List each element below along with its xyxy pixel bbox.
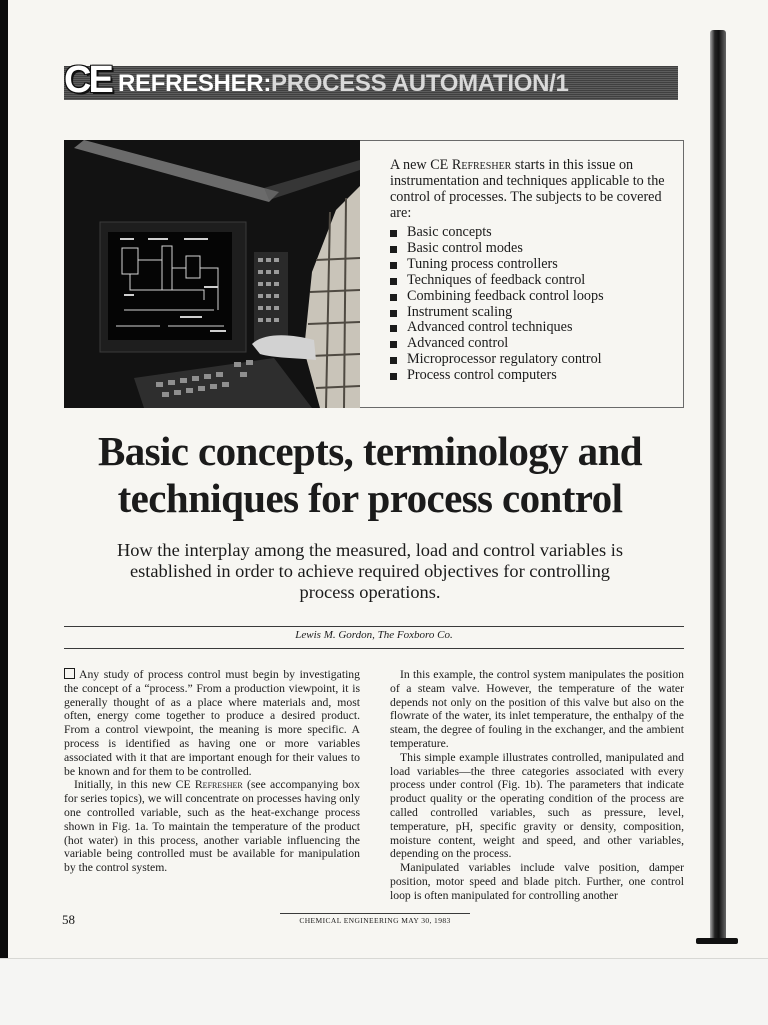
- article-title: [60, 428, 680, 522]
- scan-edge-left: [0, 0, 8, 1024]
- banner-label: REFRESHER:: [118, 70, 272, 97]
- binding-bar-foot: [696, 938, 738, 944]
- topic-item: [390, 257, 680, 273]
- checkbox-icon: [64, 668, 75, 679]
- series-intro: [390, 157, 680, 384]
- footer-rule: [280, 913, 470, 914]
- topic-label: Advanced control techniques: [407, 319, 573, 336]
- body-column-right: [390, 668, 684, 903]
- topic-label: Combining feedback control loops: [407, 287, 604, 304]
- author-byline: Lewis M. Gordon, The Foxboro Co.: [295, 629, 453, 641]
- series-banner: [64, 58, 678, 102]
- bullet-icon: [390, 341, 397, 348]
- series-topics-box: [360, 140, 684, 408]
- bullet-icon: [390, 230, 397, 237]
- bullet-icon: [390, 357, 397, 364]
- bullet-icon: [390, 325, 397, 332]
- body-paragraph: In this example, the control system manipulates the position of a steam valve. However, the temperature of the water depends not only on the position of this valve but also on the flowrate of the water, its inlet temperature, the enthalpy of the steam, the degree of fouling in the exchanger, and the ambient temperature.: [390, 668, 684, 750]
- topic-label: Techniques of feedback control: [407, 271, 586, 288]
- topic-label: Tuning process controllers: [407, 255, 558, 272]
- ce-logo: CE: [64, 59, 111, 101]
- body-paragraph: Manipulated variables include valve position, damper position, motor speed and blade pitch. Further, one control loop is often manipulated for controlling another: [390, 861, 684, 902]
- topic-label: Basic control modes: [407, 239, 523, 256]
- article-title-line1: Basic concepts, terminology and: [98, 428, 642, 474]
- paragraph-text: Initially, in this new CE: [74, 778, 195, 792]
- bullet-icon: [390, 246, 397, 253]
- topic-item: [390, 273, 680, 289]
- topic-item: [390, 305, 680, 321]
- article-subtitle: How the interplay among the measured, load and control variables is established in order to achieve required objectives for controlling process operations.: [116, 540, 624, 602]
- topic-item: [390, 241, 680, 257]
- topic-item: [390, 225, 680, 241]
- topic-item: [390, 352, 680, 368]
- article-title-line2: techniques for process control: [117, 475, 623, 521]
- byline-rule-top: [64, 626, 684, 627]
- intro-lead-b: starts in this issue on instrumentation and techniques applicable to the control of processes. The subjects to be covered are:: [390, 157, 665, 221]
- byline-rule-bottom: [64, 648, 684, 649]
- refresher-smallcaps: Refresher: [194, 778, 243, 792]
- body-paragraph: [64, 778, 360, 875]
- intro-lead-a: A new CE: [390, 157, 452, 173]
- control-room-illustration: [64, 140, 360, 408]
- topic-item: [390, 368, 680, 384]
- bullet-icon: [390, 262, 397, 269]
- topic-item: [390, 336, 680, 352]
- page-number: 58: [62, 912, 75, 927]
- bullet-icon: [390, 278, 397, 285]
- topic-label: Process control computers: [407, 367, 557, 384]
- banner-title: [118, 69, 569, 99]
- topic-label: Microprocessor regulatory control: [407, 351, 602, 368]
- intro-lead-refresher: Refresher: [451, 157, 512, 173]
- binding-bar: [710, 30, 726, 942]
- topic-item: [390, 320, 680, 336]
- journal-footer: CHEMICAL ENGINEERING MAY 30, 1983: [299, 916, 451, 925]
- bullet-icon: [390, 294, 397, 301]
- paragraph-text: (see accompanying box for series topics), we will concentrate on processes having only one controlled variable, such as the heat-exchange process shown in Fig. 1a. To maintain the temperature of the product (hot water) in this process, another variable influencing the variable being controlled must be available for manipulation by the control system.: [64, 778, 360, 875]
- scan-edge-bottom: [0, 958, 768, 1025]
- control-room-photo: [64, 140, 360, 408]
- body-paragraph: This simple example illustrates controlled, manipulated and load variables—the three categories associated with every process under control (Fig. 1b). The parameters that indicate product quality or the operating condition of the process are called controlled variables, such as pressure, level, temperature, pH, specific gravity or density, composition, moisture content, weight and speed, and other variables, depending on the process.: [390, 750, 684, 861]
- body-paragraph: [64, 668, 360, 778]
- topic-list: [390, 225, 680, 384]
- banner-series: PROCESS AUTOMATION/1: [271, 70, 569, 97]
- topic-label: Advanced control: [407, 335, 509, 352]
- bullet-icon: [390, 310, 397, 317]
- topic-label: Basic concepts: [407, 224, 492, 240]
- body-column-left: [64, 668, 360, 875]
- topic-label: Instrument scaling: [407, 303, 513, 320]
- paragraph-text: Any study of process control must begin by investigating the concept of a “process.” From a production viewpoint, it is generally thought of as a place where materials and, most often, energy come together to produce a desired product. From a control viewpoint, the meaning is more specific. A process is identified as having one or more variables associated with it that are important enough for their values to be known and for them to be controlled.: [64, 668, 360, 778]
- bullet-icon: [390, 373, 397, 380]
- topic-item: [390, 289, 680, 305]
